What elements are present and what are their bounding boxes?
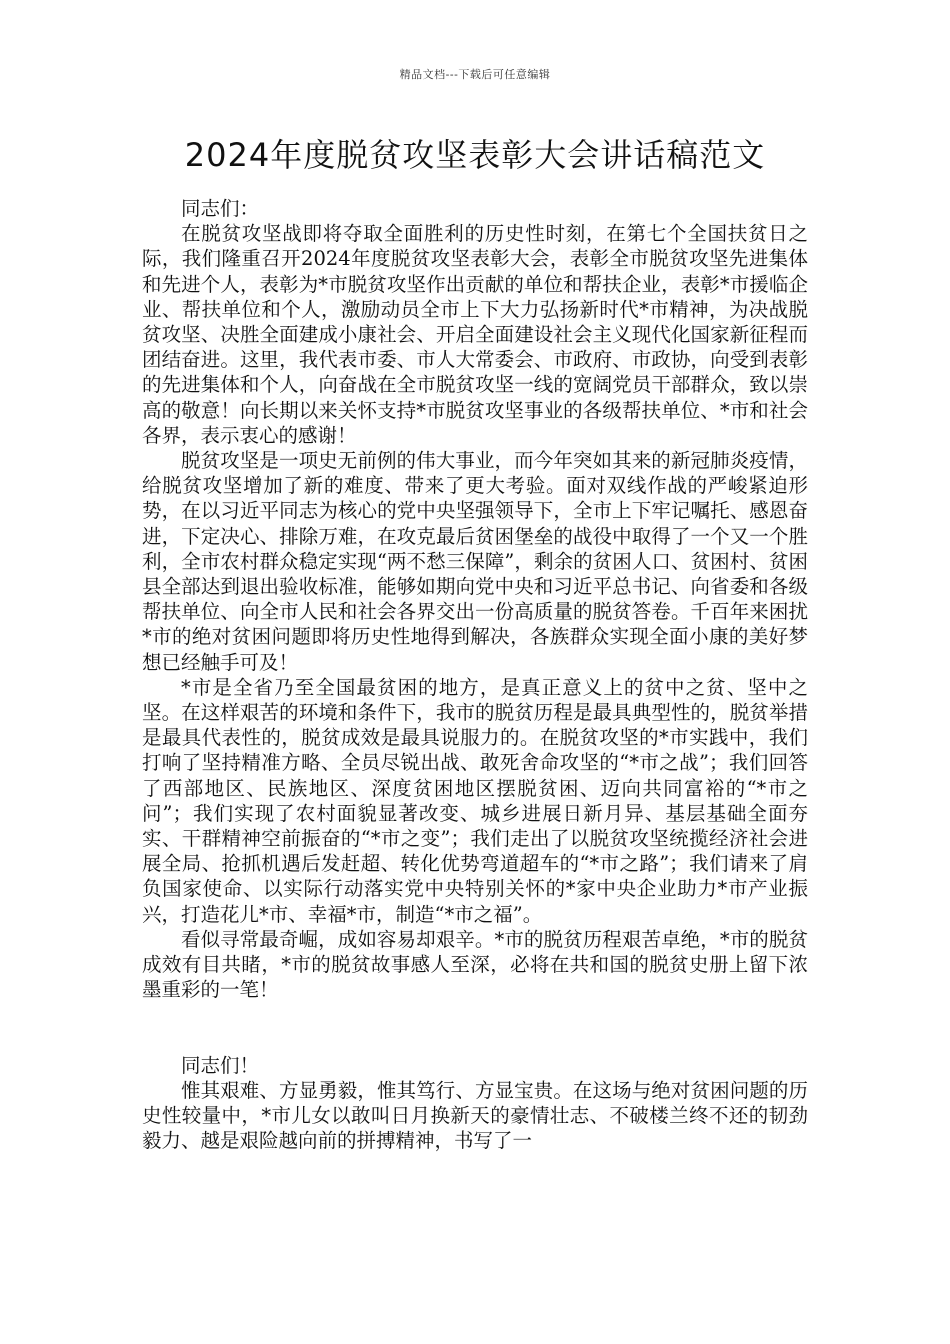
- paragraph: *市是全省乃至全国最贫困的地方，是真正意义上的贫中之贫、坚中之坚。在这样艰苦的环境和条件下，我市的脱贫历程是最具典型性的，脱贫举措是最具代表性的，脱贫成效是最具说服力的。在脱贫攻坚的*市实践中，我们打响了坚持精准方略、全员尽锐出战、敢死舍命攻坚的“*市之战”；我们回答了西部地区、民族地区、深度贫困地区摆脱贫困、迈向共同富裕的“*市之问”；我们实现了农村面貌显著改变、城乡进展日新月异、基层基础全面夯实、干群精神空前振奋的“*市之变”；我们走出了以脱贫攻坚统揽经济社会进展全局、抢抓机遇后发赶超、转化优势弯道超车的“*市之路”；我们请来了肩负国家使命、以实际行动落实党中央特别关怀的*家中央企业助力*市产业振兴，打造花儿*市、幸福*市，制造“*市之福”。: [142, 675, 808, 926]
- salutation: 同志们！: [181, 1053, 260, 1077]
- section-gap: [142, 1003, 808, 1053]
- document-body: [142, 196, 808, 1153]
- header-note: 精品文档---下载后可任意编辑: [399, 68, 551, 81]
- paragraph: 惟其艰难、方显勇毅，惟其笃行、方显宝贵。在这场与绝对贫困问题的历史性较量中，*市儿女以敢叫日月换新天的豪情壮志、不破楼兰终不还的韧劲毅力、越是艰险越向前的拼搏精神，书写了一: [142, 1078, 808, 1153]
- salutation: 同志们：: [181, 197, 260, 220]
- paragraph: 看似寻常最奇崛，成如容易却艰辛。*市的脱贫历程艰苦卓绝，*市的脱贫成效有目共睹，*市的脱贫故事感人至深，必将在共和国的脱贫史册上留下浓墨重彩的一笔！: [142, 927, 808, 1002]
- document-title: 2024年度脱贫攻坚表彰大会讲话稿范文: [184, 136, 766, 174]
- paragraph: 在脱贫攻坚战即将夺取全面胜利的历史性时刻，在第七个全国扶贫日之际，我们隆重召开2024年度脱贫攻坚表彰大会，表彰全市脱贫攻坚先进集体和先进个人，表彰为*市脱贫攻坚作出贡献的单位和帮扶企业，表彰*市援临企业、帮扶单位和个人，激励动员全市上下大力弘扬新时代*市精神，为决战脱贫攻坚、决胜全面建成小康社会、开启全面建设社会主义现代化国家新征程而团结奋进。这里，我代表市委、市人大常委会、市政府、市政协，向受到表彰的先进集体和个人，向奋战在全市脱贫攻坚一线的宽阔党员干部群众，致以崇高的敬意！向长期以来关怀支持*市脱贫攻坚事业的各级帮扶单位、*市和社会各界，表示衷心的感谢！: [142, 222, 808, 447]
- paragraph: 脱贫攻坚是一项史无前例的伟大事业，而今年突如其来的新冠肺炎疫情，给脱贫攻坚增加了新的难度、带来了更大考验。面对双线作战的严峻紧迫形势，在以习近平同志为核心的党中央坚强领导下，全市上下牢记嘱托、感恩奋进，下定决心、排除万难，在攻克最后贫困堡垒的战役中取得了一个又一个胜利，全市农村群众稳定实现“两不愁三保障”，剩余的贫困人口、贫困村、贫困县全部达到退出验收标准，能够如期向党中央和习近平总书记、向省委和各级帮扶单位、向全市人民和社会各界交出一份高质量的脱贫答卷。千百年来困扰*市的绝对贫困问题即将历史性地得到解决，各族群众实现全面小康的美好梦想已经触手可及！: [142, 449, 808, 674]
